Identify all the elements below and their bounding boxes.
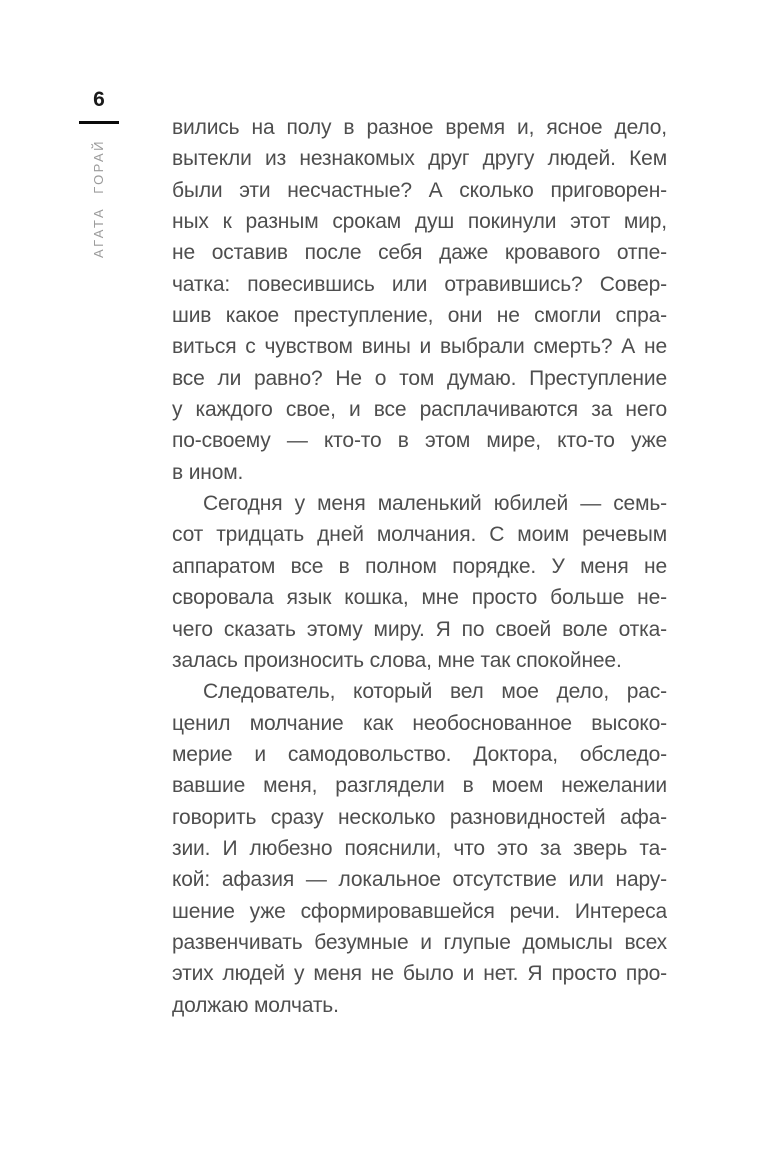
text-line: Сегодня у меня маленький юбилей — семь- — [203, 492, 667, 516]
text-line: ных к разным срокам душ покинули этот мир, — [172, 210, 667, 234]
text-line: у каждого свое, и все расплачиваются за него — [172, 398, 667, 422]
text-line: в ином. — [172, 460, 244, 484]
text-line: были эти несчастные? А сколько приговорен- — [172, 178, 667, 202]
author-name-vertical: АГАТА ГОРАЙ — [91, 139, 106, 259]
text-line: зии. И любезно пояснили, что это за зверь та- — [172, 836, 667, 860]
text-line: залась произносить слова, мне так спокойнее. — [172, 648, 622, 672]
text-line: шение уже сформировавшейся речи. Интереса — [172, 899, 667, 923]
page-number-rule — [79, 121, 119, 124]
text-line: чатка: повесившись или отравившись? Совер- — [172, 272, 667, 296]
body-text — [172, 112, 667, 1021]
text-line: все ли равно? Не о том думаю. Преступление — [172, 366, 667, 390]
text-line: шив какое преступление, они не смогли спра- — [172, 304, 667, 328]
text-line: кой: афазия — локальное отсутствие или нару- — [172, 868, 667, 892]
text-line: должаю молчать. — [172, 993, 339, 1017]
text-line: развенчивать безумные и глупые домыслы всех — [172, 930, 667, 954]
text-line: аппаратом все в полном порядке. У меня не — [172, 554, 667, 578]
text-line: мерие и самодовольство. Доктора, обследо- — [172, 742, 667, 766]
text-line: вились на полу в разное время и, ясное дело, — [172, 116, 667, 139]
text-line: чего сказать этому миру. Я по своей воле отка- — [172, 617, 667, 641]
text-line: этих людей у меня не было и нет. Я просто про- — [172, 962, 667, 986]
text-line: не оставив после себя даже кровавого отпе- — [172, 241, 667, 265]
page-number: 6 — [93, 88, 105, 111]
text-line: говорить сразу несколько разновидностей афа- — [172, 805, 667, 829]
text-line: виться с чувством вины и выбрали смерть? А не — [172, 335, 667, 359]
text-line: вытекли из незнакомых друг другу людей. Кем — [172, 147, 667, 171]
text-line: по-своему — кто-то в этом мире, кто-то уже — [172, 429, 667, 453]
text-line: вавшие меня, разглядели в моем нежелании — [172, 774, 667, 798]
text-line: ценил молчание как необоснованное высоко- — [172, 711, 667, 735]
text-line: своровала язык кошка, мне просто больше не- — [172, 586, 667, 610]
text-line: сот тридцать дней молчания. С моим речевым — [172, 523, 667, 547]
text-line: Следователь, который вел мое дело, рас- — [203, 680, 667, 704]
